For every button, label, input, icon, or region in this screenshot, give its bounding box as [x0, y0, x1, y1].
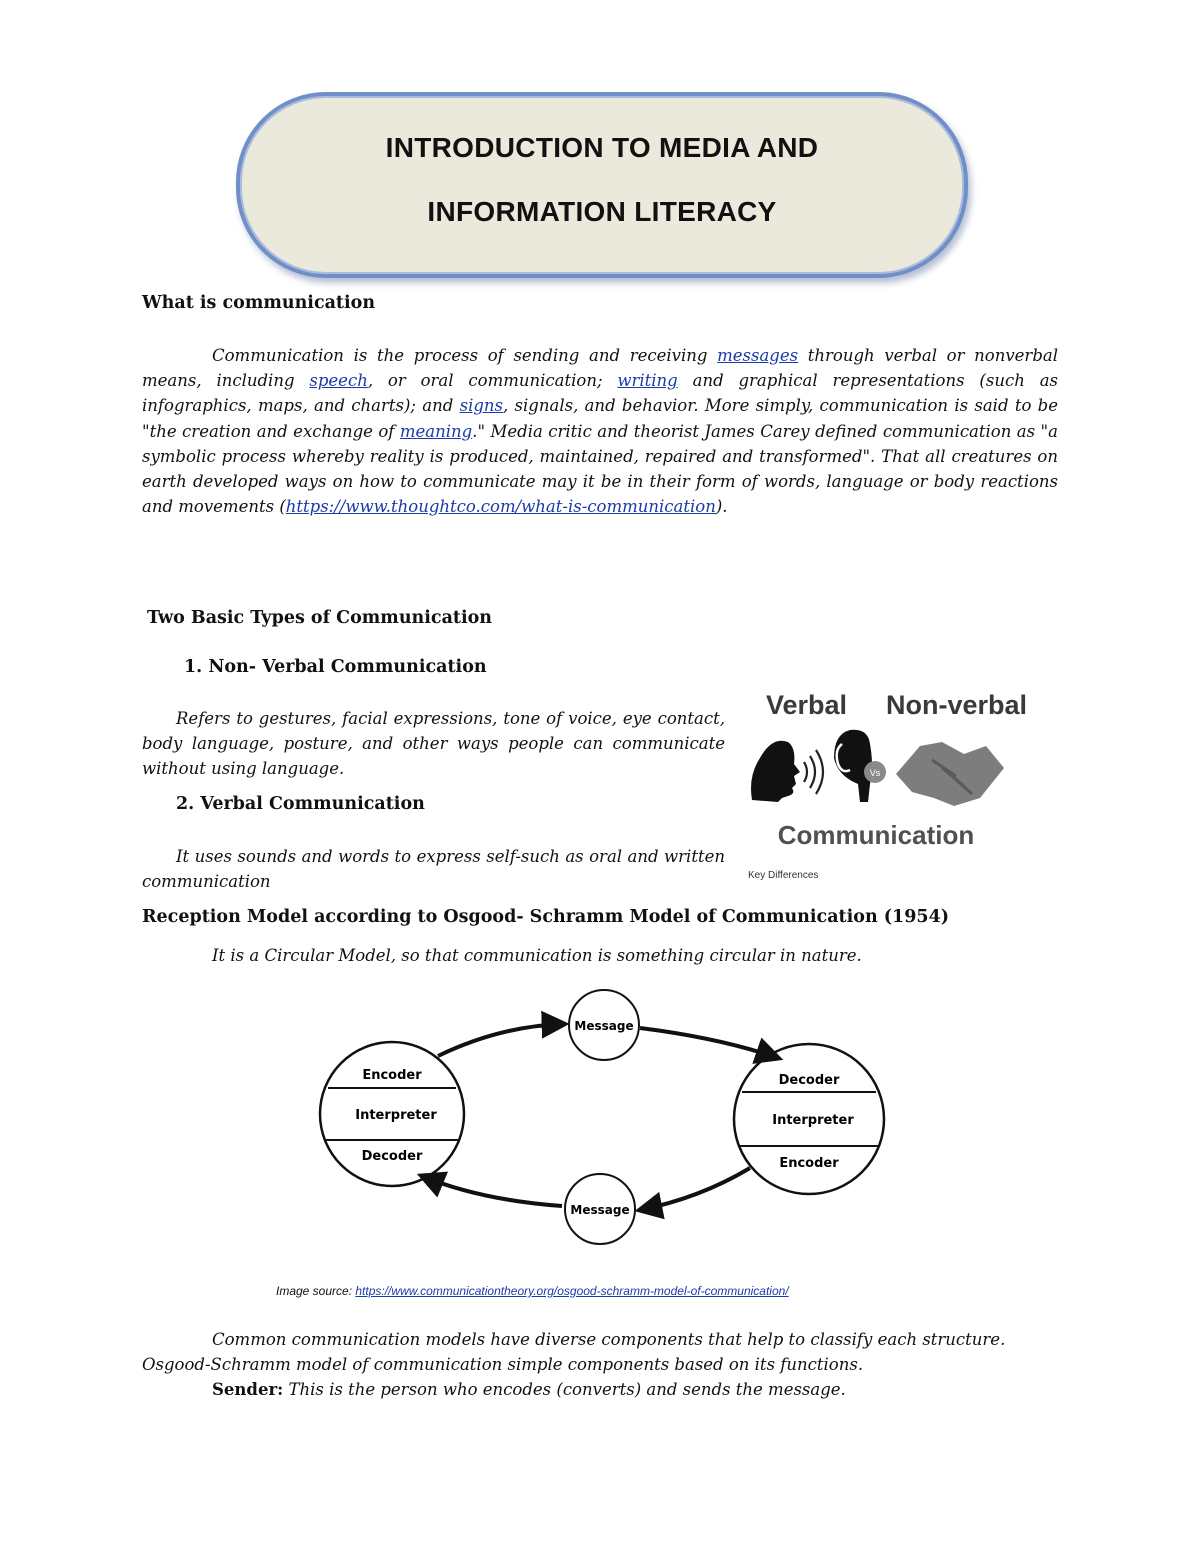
key-differences-caption: Key Differences — [748, 870, 819, 881]
link-signs[interactable]: signs — [459, 396, 504, 416]
sender-label: Sender: — [212, 1380, 284, 1399]
bottom-message-circle — [565, 1174, 635, 1244]
bottom-message-label: Message — [570, 1203, 630, 1217]
section-heading-reception-model: Reception Model according to Osgood- Schramm Model of Communication (1954) — [142, 907, 950, 927]
text-fragment: , or oral communication; — [367, 371, 618, 391]
text-fragment: Communication is the process of sending and receiving — [212, 346, 718, 365]
text-fragment: through verbal or nonverbal means, including — [142, 346, 1059, 391]
sender-text: This is the person who encodes (converts) and sends the message. — [283, 1380, 846, 1399]
section-heading-what-is-communication: What is communication — [142, 293, 376, 313]
link-thoughtco[interactable]: https://www.thoughtco.com/what-is-communication — [285, 497, 716, 517]
left-encoder-label: Encoder — [362, 1068, 422, 1083]
link-speech[interactable]: speech — [309, 371, 368, 391]
item-heading-verbal: 2. Verbal Communication — [176, 794, 425, 814]
models-paragraph — [142, 1327, 1058, 1377]
top-message-circle — [569, 990, 639, 1060]
nonverbal-label: Non-verbal — [886, 690, 1028, 720]
arrow-message-to-decoder — [640, 1028, 778, 1058]
item-heading-nonverbal: 1. Non- Verbal Communication — [184, 657, 487, 677]
left-interpreter-label: Interpreter — [355, 1108, 437, 1123]
title-line-1: INTRODUCTION TO MEDIA AND — [385, 132, 819, 163]
image-source-label: Image source: — [276, 1284, 356, 1298]
left-participant-circle — [320, 1042, 464, 1186]
link-meaning[interactable]: meaning — [399, 421, 473, 441]
arrow-encoder-to-message — [438, 1024, 564, 1056]
sender-paragraph — [142, 1377, 1058, 1402]
verbal-label: Verbal — [766, 690, 848, 720]
osgood-schramm-diagram — [300, 988, 900, 1258]
circular-model-subtitle: It is a Circular Model, so that communication is something circular in nature. — [212, 946, 862, 965]
right-encoder-label: Encoder — [779, 1156, 839, 1171]
verbal-vs-nonverbal-image — [742, 680, 1032, 885]
link-writing[interactable]: writing — [617, 371, 678, 391]
right-interpreter-label: Interpreter — [772, 1113, 854, 1128]
nonverbal-description — [142, 706, 725, 782]
right-decoder-label: Decoder — [778, 1073, 840, 1088]
verbal-text: It uses sounds and words to express self-such as oral and written communication — [142, 847, 725, 892]
models-text: Common communication models have diverse components that help to classify each structure. Osgood-Schramm model of communication simple components based on its functions. — [142, 1330, 1006, 1375]
text-fragment: and graphical representations (such as infographics, maps, and charts); and — [142, 371, 1058, 416]
arrow-encoder-to-message-bottom — [640, 1168, 750, 1210]
image-source-link[interactable]: https://www.communicationtheory.org/osgood-schramm-model-of-communication/ — [355, 1284, 789, 1298]
communication-definition-paragraph — [142, 343, 1058, 519]
title-banner — [236, 92, 968, 278]
image-source-line — [276, 1284, 789, 1298]
vs-label: Vs — [869, 768, 881, 778]
right-participant-circle — [734, 1044, 884, 1194]
left-decoder-label: Decoder — [361, 1149, 423, 1164]
text-fragment: , signals, and behavior. More simply, communication is said to be "the creation and exchange of — [142, 396, 1058, 441]
verbal-description — [142, 844, 725, 894]
top-message-label: Message — [574, 1019, 634, 1033]
speaking-head-icon — [751, 741, 823, 802]
nonverbal-text: Refers to gestures, facial expressions, tone of voice, eye contact, body language, posture, and other ways people can communicate without using language. — [142, 709, 725, 779]
arrow-message-to-decoder-left — [422, 1176, 562, 1206]
link-messages[interactable]: messages — [717, 346, 799, 365]
communication-label: Communication — [777, 820, 975, 850]
text-fragment: ). — [715, 497, 728, 517]
section-heading-two-basic-types: Two Basic Types of Communication — [147, 608, 493, 628]
handshake-icon — [896, 742, 1004, 806]
title-line-2: INFORMATION LITERACY — [427, 196, 777, 227]
text-fragment: ." Media critic and theorist James Carey defined communication as "a symbolic process whereby reality is produced, maintained, repaired and transformed". That all creatures on earth developed ways on how to communicate may it be in their form of words, language or body reactions and movements ( — [142, 421, 1058, 517]
